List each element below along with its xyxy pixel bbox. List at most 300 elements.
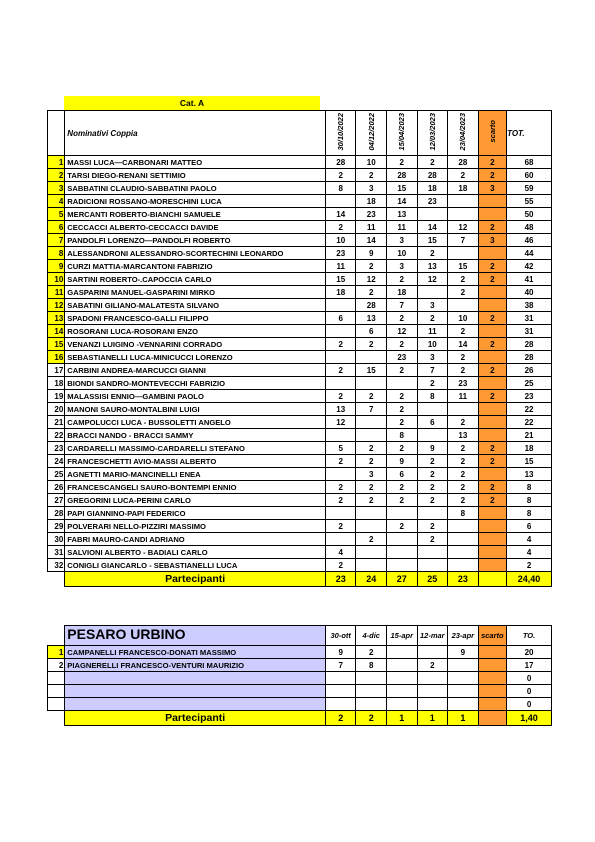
score-cell: 13: [448, 429, 479, 442]
scarto-cell: [478, 286, 507, 299]
score-cell: 2: [356, 455, 387, 468]
total-cell: 60: [507, 169, 552, 182]
participants-average: 24,40: [507, 572, 552, 587]
total-cell: 8: [507, 494, 552, 507]
score-cell: 6: [325, 312, 356, 325]
row-position: 22: [48, 429, 65, 442]
row-position: 6: [48, 221, 65, 234]
scarto-cell: [478, 208, 507, 221]
header-scarto: scarto: [478, 111, 507, 156]
row-position: 20: [48, 403, 65, 416]
score-cell: 2: [387, 481, 418, 494]
scarto-cell: [478, 546, 507, 559]
row-position: 1: [48, 646, 65, 659]
score-cell: [387, 559, 418, 572]
score-cell: [448, 247, 479, 260]
score-cell: [448, 208, 479, 221]
score-cell: 7: [387, 299, 418, 312]
pesaro-header-row: [48, 626, 552, 646]
score-cell: 6: [387, 468, 418, 481]
participants-count: 24: [356, 572, 387, 587]
pesaro-date-2: 4-dic: [356, 626, 387, 646]
pesaro-scarto: scarto: [478, 626, 507, 646]
scarto-cell: [478, 195, 507, 208]
score-cell: 28: [325, 156, 356, 169]
score-cell: 2: [356, 494, 387, 507]
score-cell: [417, 429, 448, 442]
scarto-cell: [478, 416, 507, 429]
pesaro-participants-spacer: [48, 711, 65, 726]
score-cell: [356, 520, 387, 533]
pair-name: [65, 685, 326, 698]
score-cell: 2: [448, 286, 479, 299]
score-cell: 9: [325, 646, 356, 659]
table-row: [48, 494, 552, 507]
score-cell: 10: [387, 247, 418, 260]
score-cell: [417, 546, 448, 559]
table-row: [48, 260, 552, 273]
score-cell: 2: [387, 338, 418, 351]
score-cell: 11: [325, 260, 356, 273]
score-cell: [448, 195, 479, 208]
score-cell: [448, 672, 479, 685]
score-cell: 2: [387, 390, 418, 403]
row-position: 28: [48, 507, 65, 520]
pesaro-header-spacer: [48, 626, 65, 646]
total-cell: 21: [507, 429, 552, 442]
table-row: [48, 416, 552, 429]
scarto-cell: 2: [478, 390, 507, 403]
score-cell: 2: [417, 533, 448, 546]
scarto-cell: 2: [478, 273, 507, 286]
score-cell: 2: [448, 364, 479, 377]
score-cell: 2: [356, 338, 387, 351]
score-cell: [325, 507, 356, 520]
score-cell: 2: [325, 169, 356, 182]
participants-label: Partecipanti: [65, 572, 326, 587]
pesaro-participants-count: 2: [356, 711, 387, 726]
score-cell: [356, 698, 387, 711]
score-cell: [448, 546, 479, 559]
score-cell: 2: [417, 520, 448, 533]
score-cell: 14: [325, 208, 356, 221]
score-cell: 6: [356, 325, 387, 338]
score-cell: 2: [387, 273, 418, 286]
pair-name: CURZI MATTIA-MARCANTONI FABRIZIO: [65, 260, 326, 273]
score-cell: [417, 672, 448, 685]
score-cell: [448, 520, 479, 533]
total-cell: 15: [507, 455, 552, 468]
total-cell: 26: [507, 364, 552, 377]
score-cell: 18: [448, 182, 479, 195]
row-position: 15: [48, 338, 65, 351]
scarto-cell: [478, 507, 507, 520]
pesaro-participants-label: Partecipanti: [65, 711, 326, 726]
score-cell: [417, 559, 448, 572]
score-cell: 2: [417, 312, 448, 325]
row-position: 16: [48, 351, 65, 364]
total-cell: 23: [507, 390, 552, 403]
score-cell: [417, 507, 448, 520]
total-cell: 8: [507, 507, 552, 520]
score-cell: 2: [448, 468, 479, 481]
score-cell: 2: [417, 377, 448, 390]
scarto-cell: 2: [478, 481, 507, 494]
pesaro-participants-count: 1: [448, 711, 479, 726]
pesaro-date-3: 15-apr: [387, 626, 418, 646]
header-date-1: 30/10/2022: [325, 111, 356, 156]
table-row: [48, 481, 552, 494]
total-cell: 68: [507, 156, 552, 169]
pesaro-total-header: TO.: [507, 626, 552, 646]
row-position: 18: [48, 377, 65, 390]
table-row: [48, 338, 552, 351]
pair-name: CAMPANELLI FRANCESCO-DONATI MASSIMO: [65, 646, 326, 659]
pesaro-date-5: 23-apr: [448, 626, 479, 646]
score-cell: [356, 672, 387, 685]
pair-name: TARSI DIEGO-RENANI SETTIMIO: [65, 169, 326, 182]
pesaro-participants-count: 1: [417, 711, 448, 726]
table-row: [48, 685, 552, 698]
score-cell: 15: [448, 260, 479, 273]
score-cell: 2: [325, 364, 356, 377]
total-cell: 40: [507, 286, 552, 299]
score-cell: [325, 685, 356, 698]
pair-name: SPADONI FRANCESCO-GALLI FILIPPO: [65, 312, 326, 325]
total-cell: 25: [507, 377, 552, 390]
score-cell: 15: [387, 182, 418, 195]
score-cell: 2: [448, 442, 479, 455]
score-cell: 3: [417, 351, 448, 364]
score-cell: 15: [417, 234, 448, 247]
score-cell: [325, 533, 356, 546]
scarto-cell: 2: [478, 338, 507, 351]
score-cell: 2: [356, 390, 387, 403]
score-cell: 2: [387, 403, 418, 416]
score-cell: [387, 659, 418, 672]
score-cell: 2: [356, 646, 387, 659]
pair-name: FABRI MAURO-CANDI ADRIANO: [65, 533, 326, 546]
score-cell: [387, 672, 418, 685]
score-cell: 3: [356, 468, 387, 481]
score-cell: 28: [387, 169, 418, 182]
scarto-cell: 2: [478, 442, 507, 455]
pair-name: MASSI LUCA—CARBONARI MATTEO: [65, 156, 326, 169]
score-cell: 18: [387, 286, 418, 299]
score-cell: 28: [356, 299, 387, 312]
score-cell: 8: [325, 182, 356, 195]
table-row: [48, 208, 552, 221]
score-cell: 28: [448, 156, 479, 169]
pair-name: MALASSISI ENNIO—GAMBINI PAOLO: [65, 390, 326, 403]
score-cell: 3: [387, 234, 418, 247]
score-cell: 8: [387, 429, 418, 442]
score-cell: [325, 351, 356, 364]
score-cell: 8: [448, 507, 479, 520]
score-cell: [448, 533, 479, 546]
pair-name: FRANCESCHETTI AVIO-MASSI ALBERTO: [65, 455, 326, 468]
total-cell: 0: [507, 672, 552, 685]
score-cell: 2: [356, 481, 387, 494]
pair-name: PAPI GIANNINO-PAPI FEDERICO: [65, 507, 326, 520]
row-position: 31: [48, 546, 65, 559]
pesaro-participants-average: 1,40: [507, 711, 552, 726]
score-cell: 8: [417, 390, 448, 403]
row-position: 32: [48, 559, 65, 572]
score-cell: 2: [325, 481, 356, 494]
pair-name: CAMPOLUCCI LUCA - BUSSOLETTI ANGELO: [65, 416, 326, 429]
participants-spacer: [48, 572, 65, 587]
total-cell: 28: [507, 351, 552, 364]
table-row: [48, 659, 552, 672]
scarto-cell: 2: [478, 156, 507, 169]
pesaro-participants-count: 2: [325, 711, 356, 726]
pair-name: PIAGNERELLI FRANCESCO-VENTURI MAURIZIO: [65, 659, 326, 672]
row-position: 23: [48, 442, 65, 455]
score-cell: 7: [325, 659, 356, 672]
score-cell: [448, 299, 479, 312]
score-cell: 23: [417, 195, 448, 208]
score-cell: [448, 659, 479, 672]
score-cell: 2: [387, 494, 418, 507]
score-cell: 9: [448, 646, 479, 659]
table-row: [48, 468, 552, 481]
score-cell: [325, 429, 356, 442]
score-cell: [417, 403, 448, 416]
pair-name: [65, 672, 326, 685]
pair-name: BRACCI NANDO - BRACCI SAMMY: [65, 429, 326, 442]
table-row: [48, 169, 552, 182]
header-row: [48, 111, 552, 156]
score-cell: [325, 299, 356, 312]
score-cell: 12: [387, 325, 418, 338]
score-cell: [387, 685, 418, 698]
row-position: 24: [48, 455, 65, 468]
score-cell: 18: [356, 195, 387, 208]
score-cell: [448, 403, 479, 416]
table-row: [48, 403, 552, 416]
total-cell: 31: [507, 312, 552, 325]
score-cell: [325, 468, 356, 481]
scarto-cell: [478, 533, 507, 546]
score-cell: 10: [325, 234, 356, 247]
score-cell: 2: [448, 325, 479, 338]
row-position: 19: [48, 390, 65, 403]
row-position: 14: [48, 325, 65, 338]
score-cell: 13: [387, 208, 418, 221]
score-cell: 2: [448, 169, 479, 182]
row-position: 30: [48, 533, 65, 546]
score-cell: 7: [356, 403, 387, 416]
score-cell: 7: [417, 364, 448, 377]
score-cell: [356, 507, 387, 520]
score-cell: 11: [417, 325, 448, 338]
score-cell: 11: [448, 390, 479, 403]
row-position: 3: [48, 182, 65, 195]
scarto-cell: [478, 247, 507, 260]
table-row: [48, 455, 552, 468]
header-date-5: 23/04/2023: [448, 111, 479, 156]
category-label: Cat. A: [64, 96, 320, 110]
pesaro-participants-row: [48, 711, 552, 726]
table-row: [48, 312, 552, 325]
score-cell: 11: [387, 221, 418, 234]
total-cell: 20: [507, 646, 552, 659]
total-cell: 41: [507, 273, 552, 286]
table-row: [48, 533, 552, 546]
score-cell: 5: [325, 442, 356, 455]
header-label: Nominativi Coppia: [65, 111, 326, 156]
score-cell: 2: [417, 468, 448, 481]
score-cell: 2: [325, 520, 356, 533]
pesaro-title: PESARO URBINO: [65, 626, 326, 646]
score-cell: 2: [448, 416, 479, 429]
table-row: [48, 507, 552, 520]
header-date-4: 12/03/2023: [417, 111, 448, 156]
table-row: [48, 351, 552, 364]
scarto-cell: [478, 377, 507, 390]
pair-name: ALESSANDRONI ALESSANDRO-SCORTECHINI LEONARDO: [65, 247, 326, 260]
pair-name: MERCANTI ROBERTO-BIANCHI SAMUELE: [65, 208, 326, 221]
score-cell: [325, 325, 356, 338]
table-row: [48, 195, 552, 208]
score-cell: 2: [325, 338, 356, 351]
pair-name: VENANZI LUIGINO -VENNARINI CORRADO: [65, 338, 326, 351]
row-position: 29: [48, 520, 65, 533]
score-cell: 2: [356, 286, 387, 299]
score-cell: 2: [387, 442, 418, 455]
table-row: [48, 546, 552, 559]
score-cell: 2: [325, 559, 356, 572]
score-cell: 2: [448, 455, 479, 468]
total-cell: 28: [507, 338, 552, 351]
score-cell: 2: [325, 221, 356, 234]
row-position: 4: [48, 195, 65, 208]
score-cell: [387, 546, 418, 559]
pesaro-date-4: 12-mar: [417, 626, 448, 646]
score-cell: [325, 698, 356, 711]
table-row: [48, 182, 552, 195]
score-cell: 3: [356, 182, 387, 195]
score-cell: 2: [448, 351, 479, 364]
header-index-cell: [48, 111, 65, 156]
pair-name: BIONDI SANDRO-MONTEVECCHI FABRIZIO: [65, 377, 326, 390]
total-cell: 22: [507, 416, 552, 429]
scarto-cell: [478, 672, 507, 685]
score-cell: [387, 377, 418, 390]
score-cell: 2: [387, 312, 418, 325]
score-cell: 2: [356, 442, 387, 455]
pair-name: CARBINI ANDREA-MARCUCCI GIANNI: [65, 364, 326, 377]
scarto-cell: 2: [478, 312, 507, 325]
scarto-cell: 2: [478, 221, 507, 234]
scarto-cell: 2: [478, 169, 507, 182]
pesaro-participants-scarto: [478, 711, 507, 726]
score-cell: 14: [387, 195, 418, 208]
score-cell: 2: [325, 455, 356, 468]
scarto-cell: 3: [478, 234, 507, 247]
table-row: [48, 156, 552, 169]
pair-name: FRANCESCANGELI SAURO-BONTEMPI ENNIO: [65, 481, 326, 494]
score-cell: 13: [417, 260, 448, 273]
row-position: 2: [48, 659, 65, 672]
total-cell: 8: [507, 481, 552, 494]
pair-name: SABBATINI CLAUDIO-SABBATINI PAOLO: [65, 182, 326, 195]
total-cell: 22: [507, 403, 552, 416]
score-cell: 2: [356, 169, 387, 182]
row-position: 2: [48, 169, 65, 182]
score-cell: 6: [417, 416, 448, 429]
row-position: 8: [48, 247, 65, 260]
score-cell: 4: [325, 546, 356, 559]
participants-count: 23: [325, 572, 356, 587]
row-position: 21: [48, 416, 65, 429]
total-cell: 59: [507, 182, 552, 195]
score-cell: 10: [448, 312, 479, 325]
pair-name: SEBASTIANELLI LUCA-MINICUCCI LORENZO: [65, 351, 326, 364]
participants-count: 23: [448, 572, 479, 587]
scarto-cell: [478, 659, 507, 672]
score-cell: 2: [356, 260, 387, 273]
score-cell: 2: [387, 364, 418, 377]
score-cell: 2: [417, 455, 448, 468]
score-cell: 2: [356, 533, 387, 546]
table-row: [48, 559, 552, 572]
score-cell: 13: [325, 403, 356, 416]
total-cell: 50: [507, 208, 552, 221]
score-cell: [356, 685, 387, 698]
table-row: [48, 390, 552, 403]
total-cell: 2: [507, 559, 552, 572]
scarto-cell: 2: [478, 260, 507, 273]
score-cell: 12: [417, 273, 448, 286]
total-cell: 0: [507, 698, 552, 711]
pair-name: AGNETTI MARIO-MANCINELLI ENEA: [65, 468, 326, 481]
total-cell: 42: [507, 260, 552, 273]
score-cell: 28: [417, 169, 448, 182]
score-cell: [356, 429, 387, 442]
score-cell: 14: [356, 234, 387, 247]
score-cell: 2: [417, 494, 448, 507]
score-cell: 10: [356, 156, 387, 169]
participants-scarto: [478, 572, 507, 587]
table-row: [48, 672, 552, 685]
total-cell: 46: [507, 234, 552, 247]
table-row: [48, 442, 552, 455]
score-cell: 11: [356, 221, 387, 234]
total-cell: 55: [507, 195, 552, 208]
ranking-table-pesaro: [47, 625, 552, 726]
score-cell: [417, 698, 448, 711]
participants-count: 25: [417, 572, 448, 587]
scarto-cell: [478, 403, 507, 416]
pair-name: CECCACCI ALBERTO-CECCACCI DAVIDE: [65, 221, 326, 234]
score-cell: [356, 351, 387, 364]
pair-name: [65, 698, 326, 711]
score-cell: 9: [417, 442, 448, 455]
table-row: [48, 429, 552, 442]
scarto-cell: [478, 685, 507, 698]
score-cell: 3: [417, 299, 448, 312]
pair-name: MANONI SAURO-MONTALBINI LUIGI: [65, 403, 326, 416]
score-cell: 2: [417, 247, 448, 260]
table-row: [48, 364, 552, 377]
score-cell: 2: [325, 494, 356, 507]
table-row: [48, 234, 552, 247]
score-cell: 15: [325, 273, 356, 286]
score-cell: 2: [448, 481, 479, 494]
score-cell: 2: [387, 156, 418, 169]
